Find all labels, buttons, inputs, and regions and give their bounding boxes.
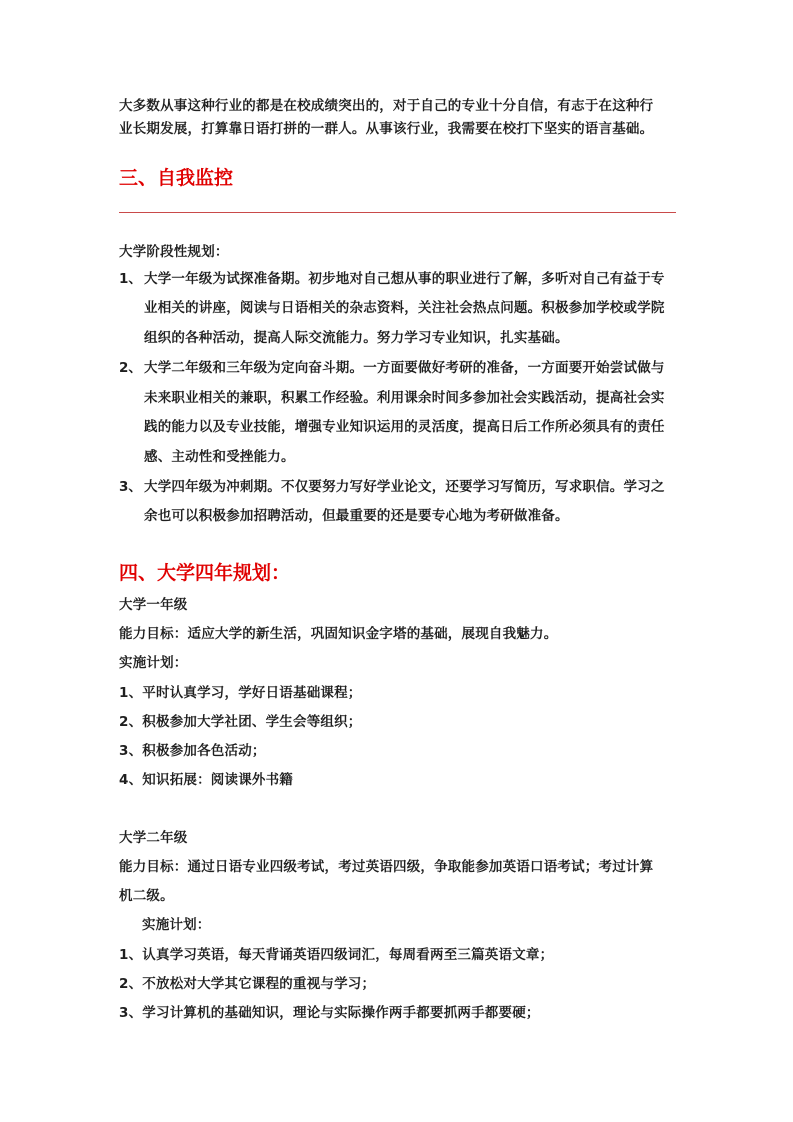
stage-item-1-line-2: 业相关的讲座，阅读与日语相关的杂志资料，关注社会热点问题。积极参加学校或学院 (144, 300, 665, 316)
year-2-goal-line-2: 机二级。 (119, 888, 174, 904)
year-1-item-4: 4、知识拓展：阅读课外书籍 (119, 772, 293, 788)
stage-item-2-line-2: 未来职业相关的兼职，积累工作经验。利用课余时间多参加社会实践活动，提高社会实 (144, 390, 665, 406)
year-1-title: 大学一年级 (119, 597, 188, 613)
stage-item-1-number: 1、 (119, 271, 142, 287)
stage-item-1-line-1: 大学一年级为试探准备期。初步地对自己想从事的职业进行了解，多听对自己有益于专 (144, 271, 665, 287)
year-1-item-2: 2、积极参加大学社团、学生会等组织； (119, 714, 362, 730)
year-1-item-1: 1、平时认真学习，学好日语基础课程； (119, 685, 362, 701)
year-2-item-2: 2、不放松对大学其它课程的重视与学习； (119, 976, 376, 992)
intro-line-2: 业长期发展，打算靠日语打拼的一群人。从事该行业，我需要在校打下坚实的语言基础。 (119, 121, 654, 137)
year-1-item-3: 3、积极参加各色活动； (119, 743, 266, 759)
stage-item-3-line-1: 大学四年级为冲刺期。不仅要努力写好学业论文，还要学习写简历，写求职信。学习之 (144, 479, 665, 495)
year-2-goal-line-1: 能力目标：通过日语专业四级考试，考过英语四级，争取能参加英语口语考试；考过计算 (119, 859, 654, 875)
stage-item-2-line-3: 践的能力以及专业技能，增强专业知识运用的灵活度，提高日后工作所必须具有的责任 (144, 419, 665, 435)
year-2-title: 大学二年级 (119, 830, 188, 846)
year-2-item-3: 3、学习计算机的基础知识，理论与实际操作两手都要抓两手都要硬； (119, 1005, 540, 1021)
year-1-plan-label: 实施计划： (119, 655, 188, 671)
section-3-heading: 三、自我监控 (119, 167, 234, 189)
stage-item-3-number: 3、 (119, 479, 142, 495)
intro-line-1: 大多数从事这种行业的都是在校成绩突出的，对于自己的专业十分自信，有志于在这种行 (119, 98, 654, 114)
heading-divider (119, 212, 676, 213)
stage-item-2-line-1: 大学二年级和三年级为定向奋斗期。一方面要做好考研的准备，一方面要开始尝试做与 (144, 360, 665, 376)
stage-item-3-line-2: 余也可以积极参加招聘活动，但最重要的还是要专心地为考研做准备。 (144, 508, 569, 524)
stage-item-2-number: 2、 (119, 360, 142, 376)
year-1-goal: 能力目标：适应大学的新生活，巩固知识金字塔的基础，展现自我魅力。 (119, 626, 558, 642)
section-4-heading: 四、大学四年规划： (119, 562, 291, 584)
stage-item-2-line-4: 感、主动性和受挫能力。 (144, 449, 295, 465)
stage-plan-subtitle: 大学阶段性规划： (119, 244, 229, 260)
stage-item-1-line-3: 组织的各种活动，提高人际交流能力。努力学习专业知识，扎实基础。 (144, 330, 569, 346)
year-2-plan-label: 实施计划： (142, 917, 211, 933)
year-2-item-1: 1、认真学习英语，每天背诵英语四级词汇，每周看两至三篇英语文章； (119, 947, 554, 963)
